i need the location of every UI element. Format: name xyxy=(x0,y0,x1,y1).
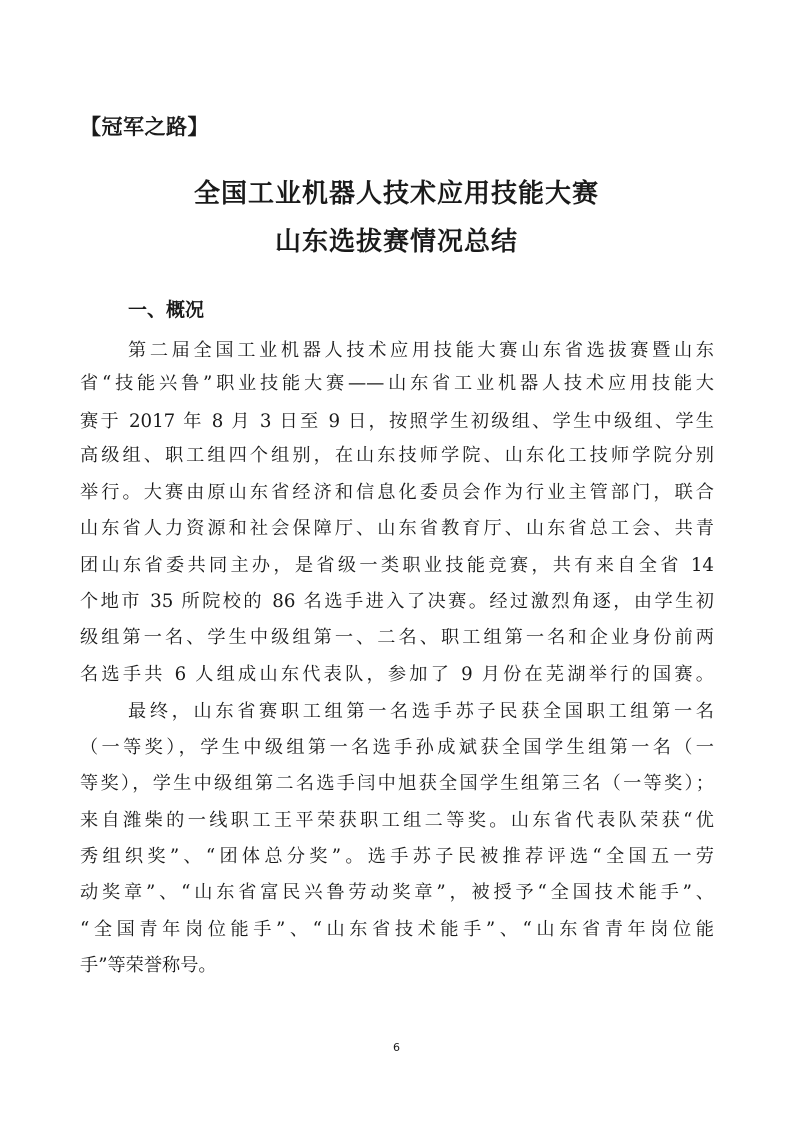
paragraph-2-line: “全国青年岗位能手”、“山东省技术能手”、“山东省青年岗位能 xyxy=(80,919,714,940)
paragraph-1-line: 山东省人力资源和社会保障厅、山东省教育厅、山东省总工会、共青 xyxy=(80,518,714,539)
paragraph-1-line: 团山东省委共同主办，是省级一类职业技能竞赛，共有来自全省 14 xyxy=(80,555,714,576)
paragraph-1-line: 赛于 2017 年 8 月 3 日至 9 日，按照学生初级组、学生中级组、学生 xyxy=(80,411,714,432)
paragraph-1-line: 省“技能兴鲁”职业技能大赛——山东省工业机器人技术应用技能大 xyxy=(80,373,714,394)
paragraph-1-line: 个地市 35 所院校的 86 名选手进入了决赛。经过激烈角逐，由学生初 xyxy=(80,591,714,612)
paragraph-2-line: 等奖），学生中级组第二名选手闫中旭获全国学生组第三名（一等奖）； xyxy=(80,773,714,794)
paragraph-2-line: 最终，山东省赛职工组第一名选手苏子民获全国职工组第一名 xyxy=(128,701,714,722)
paragraph-2-line: 秀组织奖”、“团体总分奖”。选手苏子民被推荐评选“全国五一劳 xyxy=(80,846,714,867)
document-title-line-1: 全国工业机器人技术应用技能大赛 xyxy=(193,179,599,209)
paragraph-1-line: 举行。大赛由原山东省经济和信息化委员会作为行业主管部门，联合 xyxy=(80,482,714,503)
document-title-line-2: 山东选拔赛情况总结 xyxy=(274,227,518,257)
paragraph-2-line: （一等奖），学生中级组第一名选手孙成斌获全国学生组第一名（一 xyxy=(80,737,714,758)
paragraph-2-line: 来自潍柴的一线职工王平荣获职工组二等奖。山东省代表队荣获“优 xyxy=(80,810,714,831)
section-tag: 【冠军之路】 xyxy=(80,115,209,139)
paragraph-1-line: 第二届全国工业机器人技术应用技能大赛山东省选拔赛暨山东 xyxy=(128,340,714,361)
section-heading: 一、概况 xyxy=(128,299,205,321)
paragraph-1-line: 级组第一名、学生中级组第一、二名、职工组第一名和企业身份前两 xyxy=(80,627,714,648)
paragraph-1-line: 名选手共 6 人组成山东代表队，参加了 9 月份在芜湖举行的国赛。 xyxy=(80,664,714,685)
paragraph-2-line: 手”等荣誉称号。 xyxy=(80,955,217,976)
paragraph-1-line: 高级组、职工组四个组别，在山东技师学院、山东化工技师学院分别 xyxy=(80,445,714,466)
page-number: 6 xyxy=(393,1041,400,1054)
paragraph-2-line: 动奖章”、“山东省富民兴鲁劳动奖章”，被授予“全国技术能手”、 xyxy=(80,882,714,903)
